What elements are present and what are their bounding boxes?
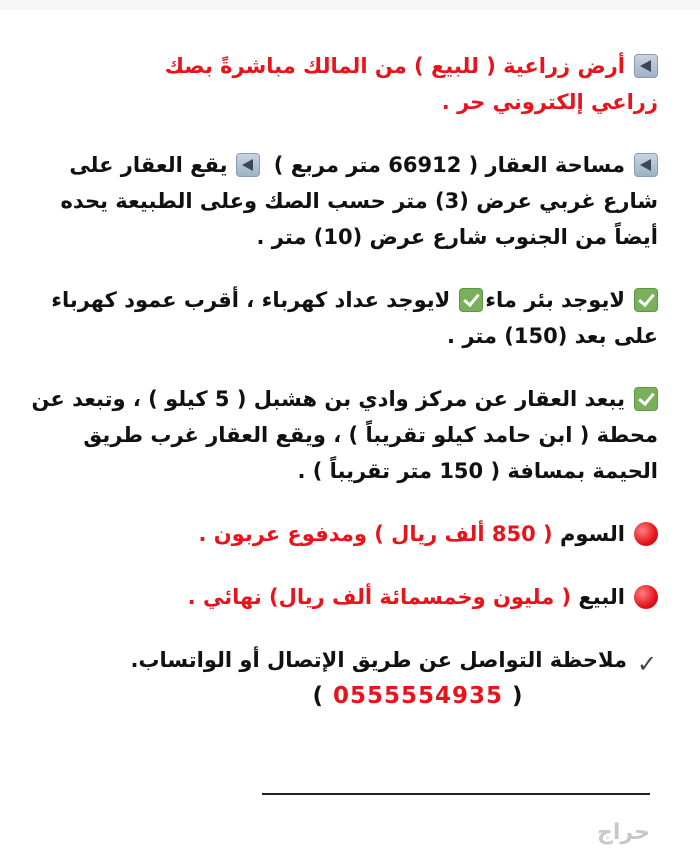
electricity-text: لايوجد عداد كهرباء ، أقرب عمود كهرباء على بعد (150) متر .: [51, 288, 658, 348]
check-mark-button-icon: [634, 387, 658, 411]
paragraph-contact: [18, 642, 658, 714]
play-button-icon: [634, 153, 658, 177]
phone-close-paren: ): [312, 683, 324, 709]
bid-value: ( 850 ألف ريال ) ومدفوع عربون .: [198, 522, 553, 546]
phone-number: 0555554935: [332, 683, 504, 709]
sale-value: ( مليون وخمسمائة ألف ريال) نهائي .: [187, 585, 572, 609]
listing-document: [18, 48, 658, 741]
paragraph-location: [18, 381, 658, 489]
contact-note: ملاحظة التواصل عن طريق الإتصال أو الواتساب.: [130, 648, 627, 672]
paragraph-sale: [18, 579, 658, 615]
paragraph-bid: [18, 516, 658, 552]
red-circle-icon: [634, 522, 658, 546]
bid-label: السوم: [559, 522, 625, 546]
paragraph-utilities: [18, 282, 658, 354]
phone-open-paren: (: [512, 683, 524, 709]
phone-number-line: [208, 678, 628, 714]
play-button-icon: [236, 153, 260, 177]
check-mark-icon: ✓: [636, 650, 658, 678]
paragraph-title: [18, 48, 658, 120]
check-mark-button-icon: [459, 288, 483, 312]
top-strip: [0, 0, 700, 10]
street-text: يقع العقار على شارع غربي عرض (3) متر حسب الصك وعلى الطبيعة يحده أيضاً من الجنوب شارع عرض (10) متر .: [60, 153, 658, 249]
haraj-watermark: حراج: [597, 820, 650, 845]
paragraph-area: [18, 147, 658, 255]
location-text: يبعد العقار عن مركز وادي بن هشبل ( 5 كيلو ) ، وتبعد عن محطة ( ابن حامد كيلو تقريباً ) ، ويقع العقار غرب طريق الحيمة بمسافة ( 150 متر تقريباً ) .: [31, 387, 658, 483]
sale-label: البيع: [578, 585, 625, 609]
play-button-icon: [634, 54, 658, 78]
water-text: لايوجد بئر ماء: [485, 288, 625, 312]
area-text: مساحة العقار ( 66912 متر مربع ): [273, 153, 625, 177]
check-mark-button-icon: [634, 288, 658, 312]
red-circle-icon: [634, 585, 658, 609]
title-line-2: زراعي إلكتروني حر .: [441, 90, 658, 114]
divider-line: [262, 793, 650, 795]
title-line-1: أرض زراعية ( للبيع ) من المالك مباشرةً بصك: [164, 54, 625, 78]
